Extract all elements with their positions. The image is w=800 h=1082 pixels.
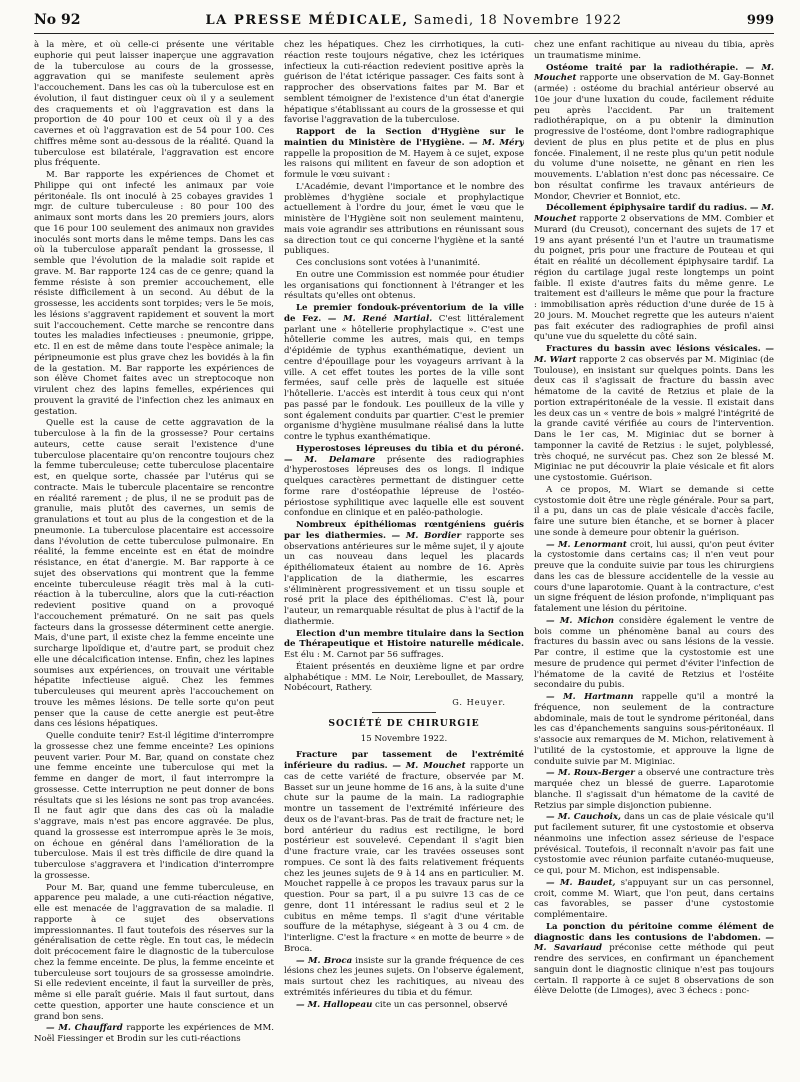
- paragraph-text: rappelle qu'il a montré la fréquence, non seulement de la contracture abdominale, mais de tout le syndrome péritonéal, dans les cas d'épanchements sanguins sous-péritonéaux. Il s'associe aux remarques de M. Michon, relativement à l'utilité de la cystostomie, et approuve la ligne de conduite suivie par M. Miginiac.: [534, 692, 774, 767]
- author-name: — M. Hartmann: [546, 692, 634, 702]
- paragraph: [534, 692, 774, 767]
- section-text: rapporte 2 observations de MM. Combier et Murard (du Creusot), concernant des sujets de 17 et 19 ans ayant présenté l'un et l'autre un traumatisme du poignet, pris pour une fracture de Pouteau et qui était en réalité un décollement épiphysaire tardif. La région du cartilage jugal reste longtemps un point faible. Il existe d'autres faits du même genre. Le traitement est d'ailleurs le même que pour la fracture : immobilisation après réduction d'une durée de 15 à 20 jours. M. Mouchet regrette que les auteurs n'aient pas fait exécuter des radiographies de profil ainsi qu'une vue du squelette du côté sain.: [534, 214, 774, 343]
- section: [284, 127, 524, 181]
- section: [534, 922, 774, 997]
- issue-number: No 92: [34, 12, 81, 28]
- section-text: rapporte un cas de cette variété de fracture, observée par M. Basset sur un jeune homme de 16 ans, à la suite d'une chute sur la paume de la main. La radiographie montre un tassement de l'extrémité inférieure des deux os de l'avant-bras. Pas de trait de fracture net; le bord antérieur du radius est rectiligne, le bord postérieur est souvelevé. Cependant il s'agit bien d'une fracture vraie, car les travées osseuses sont rompues. Ce sont là des faits relativement fréquents chez les jeunes sujets de 9 à 14 ans en particulier. M. Mouchet rappelle à ce propos les travaux parus sur la question. Pour sa part, il a pu suivre 13 cas de ce genre, dont 11 intéressant le radius seul et 2 le cubitus en même temps. Il s'agit d'une véritable souffure de la métaphyse, siégeant à 3 ou 4 cm. de l'interligne. C'est la fracture « en motte de beurre » de Broca.: [284, 761, 524, 954]
- society-date: 15 Novembre 1922.: [360, 733, 448, 744]
- paragraph: [534, 768, 774, 811]
- author-name: — M. Hallopeau: [296, 999, 373, 1010]
- paragraph: à la mère, et où celle-ci présente une véritable euphorie qui peut laisser inaperçue une aggravation de la tuberculose au cours de la grossesse, aggravation qui se manifeste seulement après l'accouchement. Dans les cas où la tuberculose est en évolution, il faut distinguer ceux où il y a seulement des craquements et où l'aggravation est dans la proportion de 40 pour 100 et ceux où il y a des cavernes et où l'aggravation est de 54 pour 100. Ces chiffres même sont au-dessous de la réalité. Quand la tuberculose est bilatérale, l'aggravation est encore plus fréquente.: [34, 40, 274, 169]
- column-1: [34, 40, 274, 1080]
- author-name: — M. Chauffard: [46, 1023, 123, 1034]
- section-text: préconise cette méthode qui peut rendre des services, en confirmant un épanchement sanguin dont le diagnostic clinique n'est pas toujours certain. Il rapporte à ce sujet 8 observations de son élève Delotte (de Limoges), avec 3 échecs : ponc-: [534, 943, 774, 997]
- journal-title: [205, 13, 621, 28]
- section-text: présente des radiographies d'hyperostoses lépreuses des os longs. Il indique quelques caractères permettant de distinguer cette forme rare d'ostéopathie lépreuse de l'ostéo-périostose syphilitique avec laquelle elle est souvent confondue en clinique et en paléo-pathologie.: [284, 454, 524, 519]
- divider: [372, 712, 436, 713]
- section: [284, 444, 524, 519]
- section-title: Le premier fondouk-préventorium de la ville de Fez.: [284, 303, 524, 324]
- paragraph: A ce propos, M. Wiart se demande si cette cystostomie doit être une règle générale. Pour sa part, il a pu, dans un cas de plaie vésicale d'accès facile, faire une suture bien étanche, et se borner à placer une sonde à demeure pour obtenir la guérison.: [534, 484, 774, 538]
- paragraph: [284, 1000, 524, 1011]
- paragraph: Quelle conduite tenir? Est-il légitime d'interrompre la grossesse chez une femme enceinte? Les opinions peuvent varier. Pour M. Bar, quand on constate chez une femme enceinte une tuberculose qui met la femme en danger de mort, il faut interrompre la grossesse. Cette interruption ne peut donner de bons résultats que si les lésions ne sont pas trop avancées. Il ne faut agir que dans des cas où la maladie s'aggrave, mais n'est pas encore aggravée. De plus, quand la grossesse est interrompue après le 3e mois, on échoue en général dans l'amélioration de la tuberculose. Mais il est très difficile de dire quand la tuberculose s'aggravera et l'indication d'interrompre la grossesse.: [34, 731, 274, 881]
- author-name: — M. Broca: [296, 955, 353, 966]
- section-title: Fracture par tassement de l'extrémité inférieure du radius.: [284, 750, 524, 771]
- paragraph-text: dans un cas de plaie vésicale qu'il put facilement suturer, fit une cystostomie et observa néanmoins une infection assez sérieuse de l'espace prévésical. Toutefois, il reconnaît n'avoir pas fait une cystostomie avec réunion parfaite cutanéo-muqueuse, ce qui, pour M. Michon, est indispensable.: [534, 812, 774, 876]
- section-text: rapporte ses observations antérieures sur le même sujet, il y ajoute un cas nouveau dans lequel les placards épithéliomateux étaient au nombre de 16. Après l'application de la diathermie, les escarres s'éliminèrent progressivement et un tissu souple et rosé prit la place des épithéliomas. C'est là, pour l'auteur, un remarquable résultat de plus à l'actif de la diathermie.: [284, 530, 524, 627]
- section-title: Fractures du bassin avec lésions vésicales.: [546, 344, 761, 354]
- author-name: — M. Savariaud: [534, 932, 774, 954]
- column-2: [284, 40, 524, 1080]
- paragraph-text: cite un cas personnel, observé: [372, 999, 508, 1010]
- section: [284, 520, 524, 628]
- author-name: — M. Bordier: [391, 530, 461, 541]
- page-header: [34, 12, 774, 34]
- author-name: — M. Cauchoix,: [546, 812, 621, 823]
- author-name: — M. Mouchet: [534, 62, 774, 84]
- section: [534, 344, 774, 484]
- paragraph: [534, 616, 774, 691]
- column-3: [534, 40, 774, 1080]
- paragraph: [534, 540, 774, 615]
- paragraph: chez les hépatiques. Chez les cirrhotiques, la cuti-réaction reste toujours négative, chez les ictériques infectieux la cuti-réaction redevient positive après la guérison de l'état ictérique passager. Ces faits sont à rapprocher des observations faites par M. Bar et semblent témoigner de l'existence d'un état d'anergie hépatique s'établissant au cours de la grossesse et qui favorise l'aggravation de la tuberculose.: [284, 40, 524, 126]
- section-title: Ostéome traité par la radiothérapie.: [546, 62, 739, 73]
- section-title: La ponction du péritoine comme élément de diagnostic dans les contusions de l'abdomen.: [534, 921, 774, 943]
- section-text: rapporte une observation de M. Gay-Bonnet (armée) : ostéome du brachial antérieur observé au 10e jour d'une luxation du coude, facilement réduite peu après l'accident. Par un traitement radiothérapique, on a pu obtenir la diminution progressive de l'ostéome, dont l'ombre radiographique devient de plus en plus petite et de plus en plus foncée. Finalement, il ne reste plus qu'un petit nodule du volume d'une noisette, ne gênant en rien les mouvements. L'ablation n'est donc pas nécessaire. Ce bon résultat confirme les travaux antérieurs de Mondor, Chevrier et Bonniot, etc.: [534, 73, 774, 202]
- section-title: Décollement épiphysaire tardif du radius.: [546, 203, 748, 214]
- paragraph: L'Académie, devant l'importance et le nombre des problèmes d'hygiène sociale et prophylactique actuellement à l'ordre du jour, émet le vœu que le ministère de l'Hygiène soit non seulement maintenu, mais voie agrandir ses attributions en réunissant sous sa direction tout ce qui concerne l'hygiène et la santé publiques.: [284, 181, 524, 257]
- paragraph: [284, 956, 524, 999]
- author-name: — M. Lenormant: [546, 539, 627, 550]
- section-text: rapporte 2 cas observés par M. Miginiac (de Toulouse), en insistant sur quelques points. Dans les deux cas il s'agissait de fracture du bassin avec hématome de la cavité de Retzius et plaie de la portion extrapéritonéale de la vessie. Il existait dans les deux cas un « ventre de bois » malgré l'intégrité de la grande cavité vérifiée au cours de l'intervention. Dans le 1er cas, M. Miginiac dut se borner à tamponner la cavité de Retzius : le sujet, polyblessé, très choqué, ne survécut pas. Chez son 2e blessé M. Miginiac ne put découvrir la plaie vésicale et fit alors une cystostomie. Guérison.: [534, 354, 774, 483]
- paragraph: [534, 878, 774, 921]
- journal-name: LA PRESSE MÉDICALE,: [205, 13, 409, 28]
- author-name: — M. Delamare: [284, 454, 376, 465]
- author-name: — M. Mouchet: [534, 203, 774, 224]
- paragraph: Quelle est la cause de cette aggravation de la tuberculose à la fin de la grossesse? Pour certains auteurs, cette cause serait l'existence d'une tuberculose placentaire qu'on rencontre toujours chez la femme tuberculeuse; cette tuberculose placentaire est, en quelque sorte, chassée par l'utérus qui se contracte. Mais le tubercule placentaire se rencontre en réalité rarement ; de plus, il ne se produit pas de granulie, mais plutôt des cavernes, un semis de granulations et tout au plus de la congestion et de la pneumonie. La tuberculose placentaire est accessoire dans l'évolution de cette tuberculose pulmonaire. En réalité, la femme enceinte est en état de moindre résistance, en état d'anergie. M. Bar rapporte à ce sujet des observations qui montrent que la femme enceinte tuberculeuse réagit très mal à la cuti-réaction à la tuberculine, alors que la cuti-réaction redevient positive quand on a provoqué l'accouchement prématuré. On ne sait pas quels facteurs dans la grossesse déterminent cette anergie. Mais, d'une part, il existe chez la femme enceinte une surcharge lipoïdique et, d'autre part, se produit chez elle une décalcification intense. Enfin, chez les lapines soumises aux expériences, on trouvait une véritable hépatite infectieuse aiguë. Chez les femmes tuberculeuses qui meurent après l'accouchement on trouve les mêmes lésions. De telle sorte qu'on peut penser que la cause de cette anergie est peut-être dans ces lésions hépatiques.: [34, 418, 274, 730]
- paragraph-text: croit, lui aussi, qu'on peut éviter la cystostomie dans certains cas; il n'en veut pour preuve que la conduite suivie par tous les chirurgiens dans les cas de blessure accidentelle de la vessie au cours d'une laparotomie. Quant à la contracture, c'est un signe fréquent de lésion profonde, n'impliquant pas fatalement une lésion du péritoine.: [534, 539, 774, 614]
- section-title: Election d'un membre titulaire dans la Section de Thérapeutique et Histoire naturelle médicale.: [284, 628, 524, 650]
- paragraph-text: rapporte les expériences de MM. Noël Fiessinger et Brodin sur les cuti-réactions: [34, 1023, 274, 1044]
- author-name: — M. Baudet,: [546, 877, 616, 888]
- paragraph: [34, 1023, 274, 1045]
- author-name: — M. Roux-Berger: [546, 768, 635, 779]
- section: [534, 203, 774, 343]
- signature: G. Heuyer.: [452, 697, 506, 707]
- section: [284, 750, 524, 954]
- section-text: Est élu : M. Carnot par 56 suffrages.: [284, 650, 444, 660]
- author-name: — M. Wiart: [534, 344, 774, 365]
- paragraph: M. Bar rapporte les expériences de Chomet et Philippe qui ont infecté les animaux par voie péritonéale. Ils ont inoculé à 25 cobayes gravides 1 mgr. de culture tuberculeuse : 80 pour 100 des animaux sont morts dans les 20 premiers jours, alors que 16 pour 100 seulement des animaux non gravides inoculés sont morts dans le même temps. Dans les cas où la tuberculose apparaît pendant la grossesse, il semble que l'évolution de la maladie soit rapide et grave. M. Bar rapporte 124 cas de ce genre; quand la femme résiste à son premier accouchement, elle résiste difficilement à un second. Au début de la grossesse, les accidents sont torpides; vers le 5e mois, les lésions s'aggravent rapidement et souvent la mort suit l'accouchement. Cette marche se rencontre dans toutes les maladies infectieuses : pneumonie, grippe, etc. Il en est de même dans toute l'espèce animale; la péripneumonie est plus grave chez les bovidés à la fin de la gestation. M. Bar rapporte les expériences de son élève Chomet faites avec un streptocoque non virulent chez des lapins femelles, expériences qui prouvent la gravité de l'infection chez les animaux en gestation.: [34, 170, 274, 417]
- section: [284, 629, 524, 661]
- journal-date: Samedi, 18 Novembre 1922: [408, 13, 622, 28]
- article-columns: [34, 40, 774, 1080]
- author-name: — M. Michon: [546, 615, 614, 626]
- paragraph-text: considère également le ventre de bois comme un phénomène banal au cours des fractures du bassin avec ou sans lésions de la vessie. Par contre, il estime que la cystostomie est une mesure de prudence qui permet d'éviter l'infection de l'hématome de la cavité de Retzius et l'ostéite secondaire du pubis.: [534, 615, 774, 691]
- author-name: — M. Méry: [469, 137, 524, 148]
- paragraph: [534, 812, 774, 877]
- section: [534, 63, 774, 203]
- author-name: — M. René Martial.: [327, 313, 433, 324]
- paragraph: Étaient présentés en deuxième ligne et par ordre alphabétique : MM. Le Noir, Lereboullet, de Massary, Nobécourt, Rathery.: [284, 661, 524, 694]
- author-name: — M. Mouchet: [392, 761, 466, 771]
- paragraph: Ces conclusions sont votées à l'unanimité.: [296, 258, 481, 268]
- section-title: Rapport de la Section d'Hygiène sur le maintien du Ministère de l'Hygiène.: [284, 127, 524, 148]
- paragraph-text: insiste sur la grande fréquence de ces lésions chez les jeunes sujets. On l'observe également, mais surtout chez les rachitiques, au niveau des extrémités inférieures du tibia et du fémur.: [284, 955, 524, 998]
- paragraph: En outre une Commission est nommée pour étudier les organisations qui fonctionnent à l'étranger et les résultats qu'elles ont obtenus.: [284, 269, 524, 302]
- section-title: Nombreux épithéliomas rœntgéniens guéris par les diathermies.: [284, 520, 524, 541]
- paragraph-text: a observé une contracture très marquée chez un blessé de guerre. Laparotomie blanche. Il s'agissait d'un hématome de la cavité de Retzius par simple disjonction pubienne.: [534, 768, 774, 811]
- paragraph: Pour M. Bar, quand une femme tuberculeuse, en apparence peu malade, a une cuti-réaction négative, elle est menacée de l'aggravation de sa maladie. Il rapporte à ce sujet des observations impressionnantes. Il faut toutefois des réserves sur la généralisation de cette règle. En tout cas, le médecin doit précocement faire le diagnostic de la tuberculose chez la femme enceinte. De plus, la femme enceinte et tuberculeuse sort toujours de sa grossesse amoindrie. Si elle redevient enceinte, il faut la surveiller de près, même si elle paraît guérie. Mais il faut surtout, dans cette question, apporter une haute conscience et un grand bon sens.: [34, 882, 274, 1022]
- page-number: 999: [746, 13, 774, 28]
- society-heading: SOCIÉTÉ DE CHIRURGIE: [328, 717, 480, 729]
- section-text: rappelle la proposition de M. Hayem à ce sujet, expose les raisons qui militent en faveur de son adoption et formule le vœu suivant :: [284, 148, 524, 180]
- paragraph-text: s'appuyant sur un cas personnel, croit, comme M. Wiart, que l'on peut, dans certains cas favorables, se passer d'une cystostomie complémentaire.: [534, 877, 774, 920]
- section: [284, 303, 524, 443]
- section-text: C'est littéralement parlant une « hôtellerie prophylactique ». C'est une hôtellerie comme les autres, mais qui, en temps d'épidémie de typhus exanthématique, devient un centre d'épouillage pour les voyageurs arrivant à la ville. A cet effet toutes les portes de la ville sont fermées, sauf celle près de laquelle est située l'hôtellerie. L'accès est interdit à tous ceux qui n'ont pas passé par le fondouk. Les pouilleux de la ville y sont également conduits par quartier. C'est le premier organisme d'hygiène musulmane réalisé dans la lutte contre le typhus exanthématique.: [284, 313, 524, 442]
- section-title: Hyperostoses lépreuses du tibia et du péroné.: [296, 443, 524, 454]
- paragraph: chez une enfant rachitique au niveau du tibia, après un traumatisme minime.: [534, 40, 774, 61]
